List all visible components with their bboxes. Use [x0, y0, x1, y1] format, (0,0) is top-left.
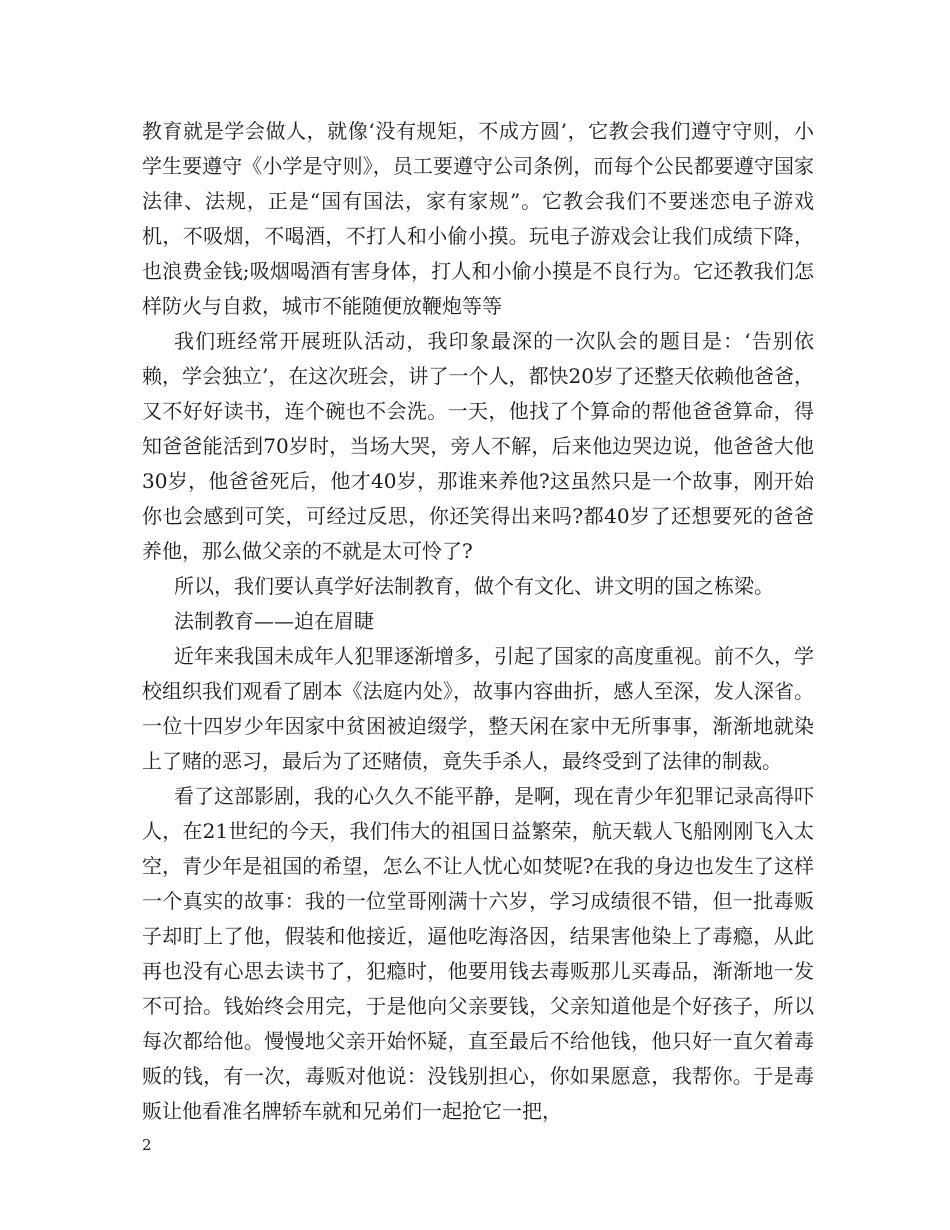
paragraph-1: 教育就是学会做人，就像‘没有规矩，不成方圆’，它教会我们遵守守则，小学生要遵守《小学是守则》，员工要遵守公司条例，而每个公民都要遵守国家法律、法规，正是“国有国法，家有家规”。它教会我们不要迷恋电子游戏机，不吸烟，不喝酒，不打人和小偷小摸。玩电子游戏会让我们成绩下降，也浪费金钱;吸烟喝酒有害身体，打人和小偷小摸是不良行为。它还教我们怎样防火与自救，城市不能随便放鞭炮等等	[142, 119, 814, 318]
paragraph-5: 看了这部影剧，我的心久久不能平静，是啊，现在青少年犯罪记录高得吓人，在21世纪的今天，我们伟大的祖国日益繁荣，航天载人飞船刚刚飞入太空，青少年是祖国的希望，怎么不让人忧心如焚呢?在我的身边也发生了这样一个真实的故事：我的一位堂哥刚满十六岁，学习成绩很不错，但一批毒贩子却盯上了他，假装和他接近，逼他吃海洛因，结果害他染上了毒瘾，从此再也没有心思去读书了，犯瘾时，他要用钱去毒贩那儿买毒品，渐渐地一发不可拾。钱始终会用完，于是他向父亲要钱，父亲知道他是个好孩子，所以每次都给他。慢慢地父亲开始怀疑，直至最后不给他钱，他只好一直欠着毒贩的钱，有一次，毒贩对他说：没钱别担心，你如果愿意，我帮你。于是毒贩让他看准名牌轿车就和兄弟们一起抢它一把，	[142, 784, 814, 1123]
paragraph-3: 所以，我们要认真学好法制教育，做个有文化、讲文明的国之栋梁。	[174, 574, 774, 598]
page-number: 2	[142, 1136, 152, 1154]
paragraph-2: 我们班经常开展班队活动，我印象最深的一次队会的题目是：‘告别依赖，学会独立’，在这次班会，讲了一个人，都快20岁了还整天依赖他爸爸，又不好好读书，连个碗也不会洗。一天，他找了个算命的帮他爸爸算命，得知爸爸能活到70岁时，当场大哭，旁人不解，后来他边哭边说，他爸爸大他30岁，他爸爸死后，他才40岁，那谁来养他?这虽然只是一个故事，刚开始你也会感到可笑，可经过反思，你还笑得出来吗?都40岁了还想要死的爸爸养他，那么做父亲的不就是太可怜了?	[142, 329, 814, 563]
paragraph-4: 近年来我国未成年人犯罪逐渐增多，引起了国家的高度重视。前不久，学校组织我们观看了剧本《法庭内处》，故事内容曲折，感人至深，发人深省。一位十四岁少年因家中贫困被迫缀学，整天闲在家中无所事事，渐渐地就染上了赌的恶习，最后为了还赌债，竟失手杀人，最终受到了法律的制裁。	[142, 644, 814, 773]
section-heading: 法制教育——迫在眉睫	[174, 609, 374, 633]
body-text	[142, 114, 814, 1129]
